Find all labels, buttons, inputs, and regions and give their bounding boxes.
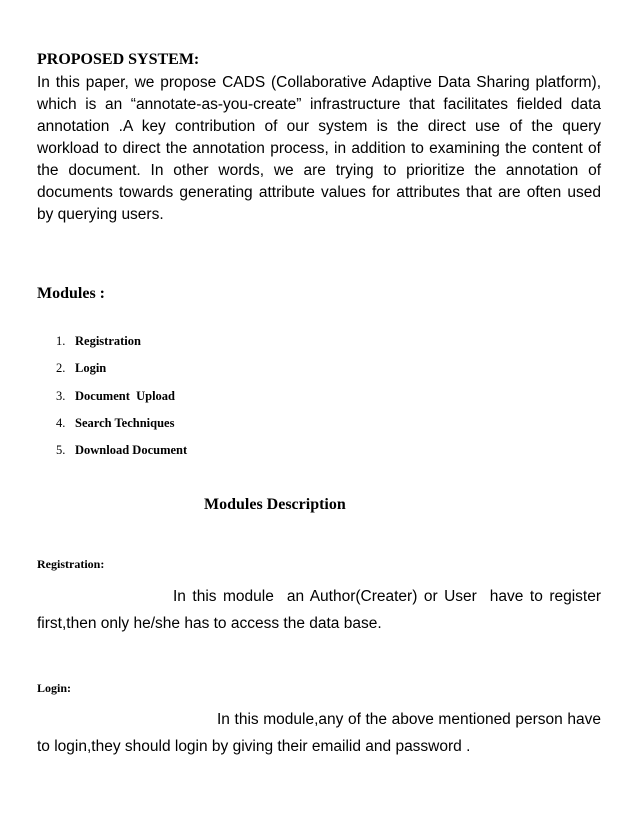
list-item (56, 359, 187, 386)
login-text: In this module,any of the above mentioned person have to login,they should login by giving their emailid and password . (37, 711, 601, 755)
proposed-system-heading: PROPOSED SYSTEM: (37, 51, 200, 68)
modules-description-heading: Modules Description (204, 496, 346, 513)
list-item-label: Search Techniques (75, 415, 175, 430)
list-item-label: Registration (75, 334, 141, 348)
proposed-system-paragraph: In this paper, we propose CADS (Collaborative Adaptive Data Sharing platform), which is an “annotate-as-you-create” infrastructure that facilitates fielded data annotation .A key contribution of our system is the direct use of the query workload to direct the annotation process, in addition to examining the content of the document. In other words, we are trying to prioritize the annotation of documents towards generating attribute values for attributes that are often used by querying users. (37, 74, 601, 223)
list-item-number: 3. (56, 388, 66, 403)
list-item-label: Download Document (75, 443, 188, 458)
list-item-number: 2. (56, 361, 66, 376)
login-heading: Login: (37, 681, 72, 695)
login-paragraph (37, 706, 601, 760)
list-item (56, 387, 187, 414)
list-item-label: Login (75, 361, 107, 376)
registration-heading: Registration: (37, 557, 105, 571)
list-item (56, 441, 187, 468)
modules-heading: Modules : (37, 285, 105, 302)
modules-list (56, 332, 187, 468)
list-item-number: 5. (56, 443, 66, 458)
list-item (56, 414, 187, 441)
list-item-label: Document Upload (75, 388, 176, 403)
registration-text: In this module an Author(Creater) or User have to register first,then only he/she has to access the data base. (37, 588, 606, 632)
list-item (56, 332, 187, 359)
registration-paragraph (37, 583, 606, 637)
list-item-number: 4. (56, 415, 66, 430)
list-item-number: 1. (56, 334, 66, 348)
